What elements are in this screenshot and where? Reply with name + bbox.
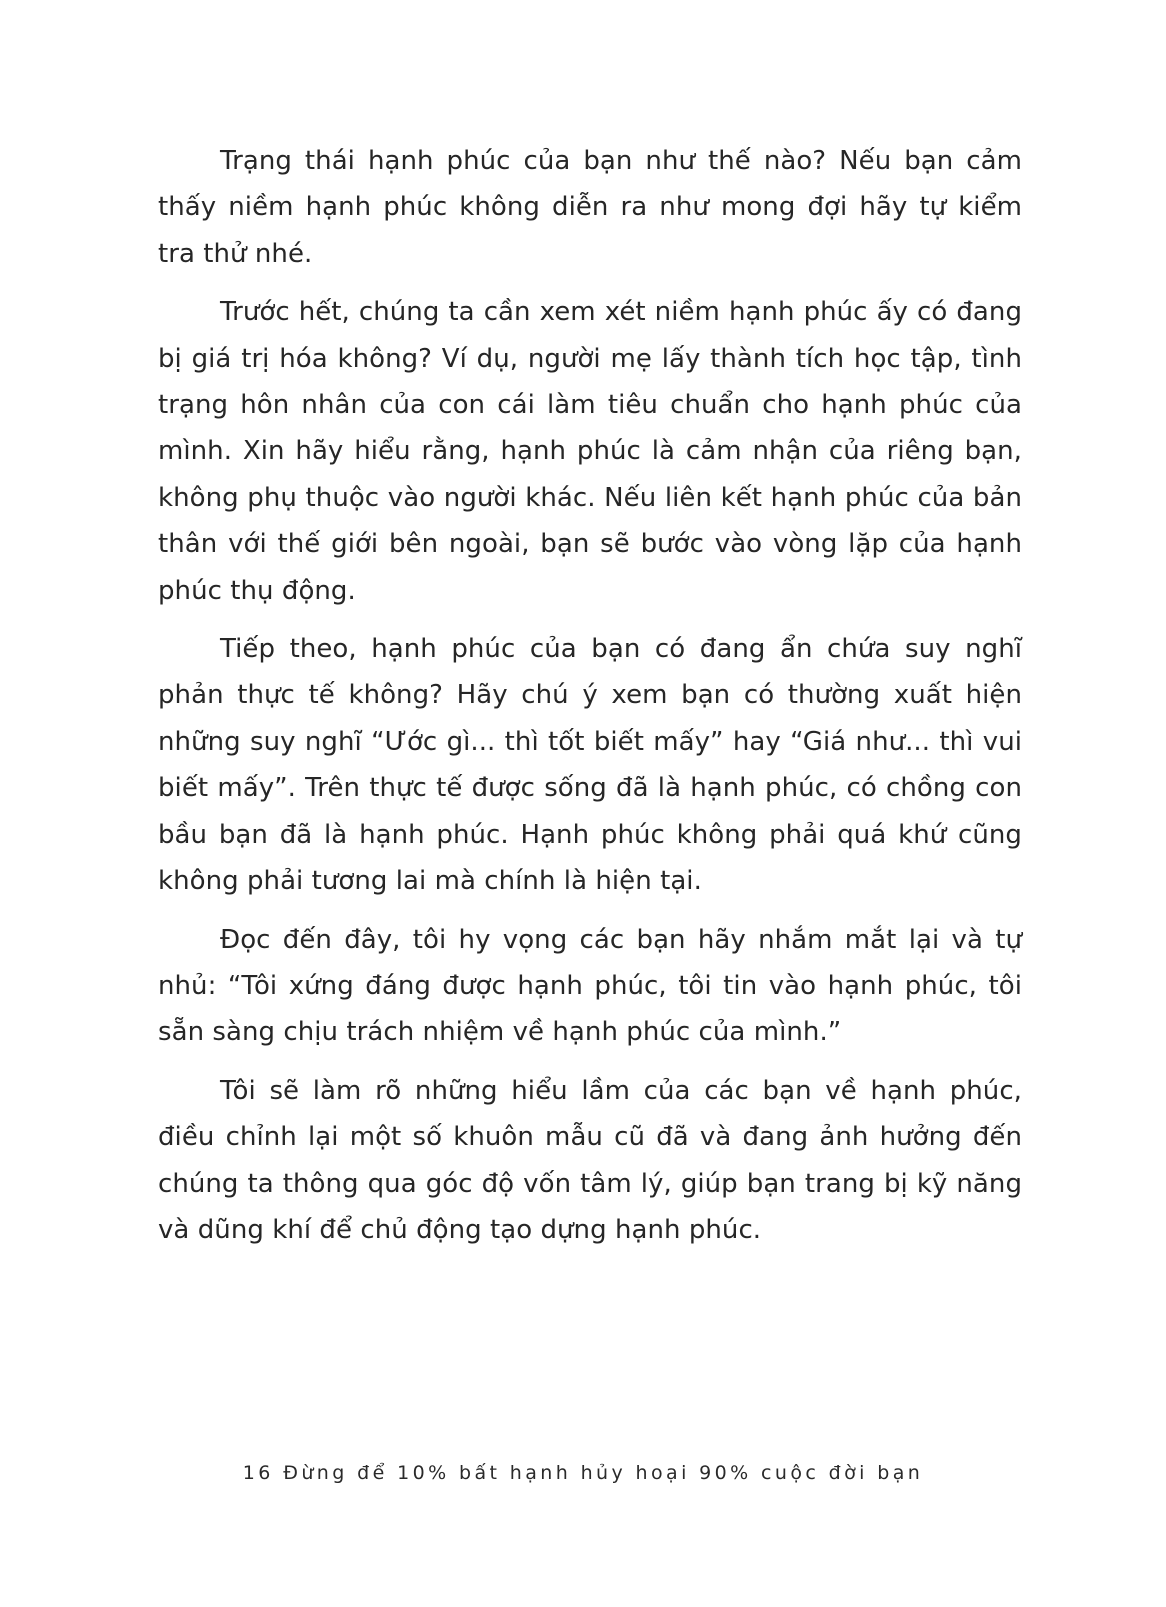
paragraph-2: Trước hết, chúng ta cần xem xét niềm hạnh phúc ấy có đang bị giá trị hóa không? Ví dụ, người mẹ lấy thành tích học tập, tình trạng hôn nhân của con cái làm tiêu chuẩn cho hạnh phúc của mình. Xin hãy hiểu rằng, hạnh phúc là cảm nhận của riêng bạn, không phụ thuộc vào người khác. Nếu liên kết hạnh phúc của bản thân với thế giới bên ngoài, bạn sẽ bước vào vòng lặp của hạnh phúc thụ động. — [158, 297, 1022, 606]
paragraph-4: Đọc đến đây, tôi hy vọng các bạn hãy nhắm mắt lại và tự nhủ: “Tôi xứng đáng được hạnh phúc, tôi tin vào hạnh phúc, tôi sẵn sàng chịu trách nhiệm về hạnh phúc của mình.” — [158, 924, 1022, 1048]
book-title: Đừng để 10% bất hạnh hủy hoại 90% cuộc đời bạn — [283, 1462, 924, 1484]
page-number: 16 — [242, 1462, 274, 1484]
paragraph-1: Trạng thái hạnh phúc của bạn như thế nào? Nếu bạn cảm thấy niềm hạnh phúc không diễn ra như mong đợi hãy tự kiểm tra thử nhé. — [158, 146, 1022, 269]
paragraph-5: Tôi sẽ làm rõ những hiểu lầm của các bạn về hạnh phúc, điều chỉnh lại một số khuôn mẫu cũ đã và đang ảnh hưởng đến chúng ta thông qua góc độ vốn tâm lý, giúp bạn trang bị kỹ năng và dũng khí để chủ động tạo dựng hạnh phúc. — [158, 1075, 1022, 1245]
page-footer — [0, 1462, 1166, 1484]
body-text — [158, 138, 1022, 1265]
paragraph-3: Tiếp theo, hạnh phúc của bạn có đang ẩn chứa suy nghĩ phản thực tế không? Hãy chú ý xem bạn có thường xuất hiện những suy nghĩ “Ước gì... thì tốt biết mấy” hay “Giá như... thì vui biết mấy”. Trên thực tế được sống đã là hạnh phúc, có chồng con bầu bạn đã là hạnh phúc. Hạnh phúc không phải quá khứ cũng không phải tương lai mà chính là hiện tại. — [158, 634, 1022, 897]
